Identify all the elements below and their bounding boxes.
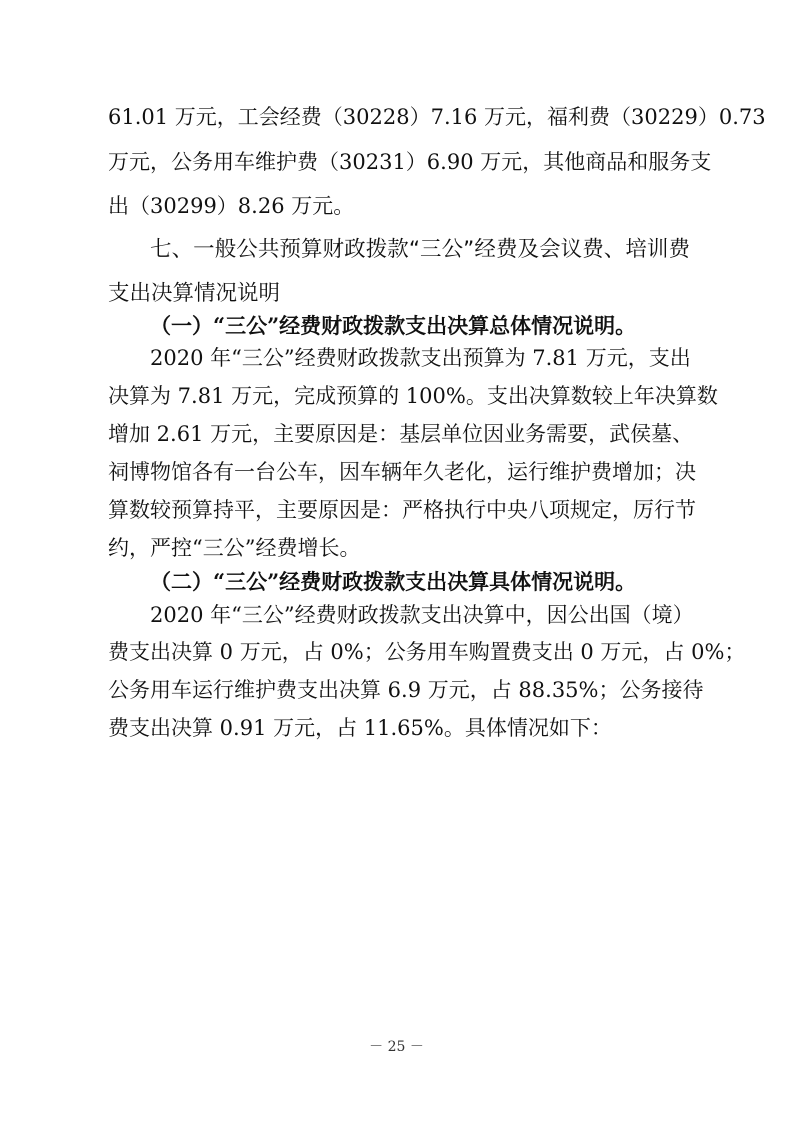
paragraph-line: 2020 年“三公”经费财政拨款支出预算为 7.81 万元，支出 xyxy=(150,346,691,370)
page-number: － 25 － xyxy=(369,1039,424,1055)
paragraph-line: 算数较预算持平，主要原因是：严格执行中央八项规定，厉行节 xyxy=(108,498,696,522)
section-heading-continued: 支出决算情况说明 xyxy=(108,281,281,306)
paragraph-line: 61.01 万元，工会经费（30228）7.16 万元，福利费（30229）0.73 xyxy=(108,105,766,129)
subsection-heading: （一）“三公”经费财政拨款支出决算总体情况说明。 xyxy=(150,313,637,338)
paragraph-line: 决算为 7.81 万元，完成预算的 100%。支出决算数较上年决算数 xyxy=(108,384,718,408)
paragraph-line: 出（30299）8.26 万元。 xyxy=(108,194,355,218)
paragraph-line: 约，严控“三公”经费增长。 xyxy=(108,536,361,560)
paragraph-line: 公务用车运行维护费支出决算 6.9 万元，占 88.35%；公务接待 xyxy=(108,678,704,702)
paragraph-line: 2020 年“三公”经费财政拨款支出决算中，因公出国（境） xyxy=(150,603,694,627)
paragraph-line: 费支出决算 0.91 万元，占 11.65%。具体情况如下： xyxy=(108,716,612,740)
paragraph-line: 增加 2.61 万元，主要原因是：基层单位因业务需要，武侯墓、 xyxy=(108,422,694,446)
paragraph-line: 费支出决算 0 万元，占 0%；公务用车购置费支出 0 万元，占 0%； xyxy=(108,640,746,664)
subsection-heading: （二）“三公”经费财政拨款支出决算具体情况说明。 xyxy=(150,569,637,594)
paragraph-line: 祠博物馆各有一台公车，因车辆年久老化，运行维护费增加；决 xyxy=(108,460,696,484)
paragraph-line: 万元，公务用车维护费（30231）6.90 万元，其他商品和服务支 xyxy=(108,150,712,174)
section-heading: 七、一般公共预算财政拨款“三公”经费及会议费、培训费 xyxy=(150,237,690,262)
